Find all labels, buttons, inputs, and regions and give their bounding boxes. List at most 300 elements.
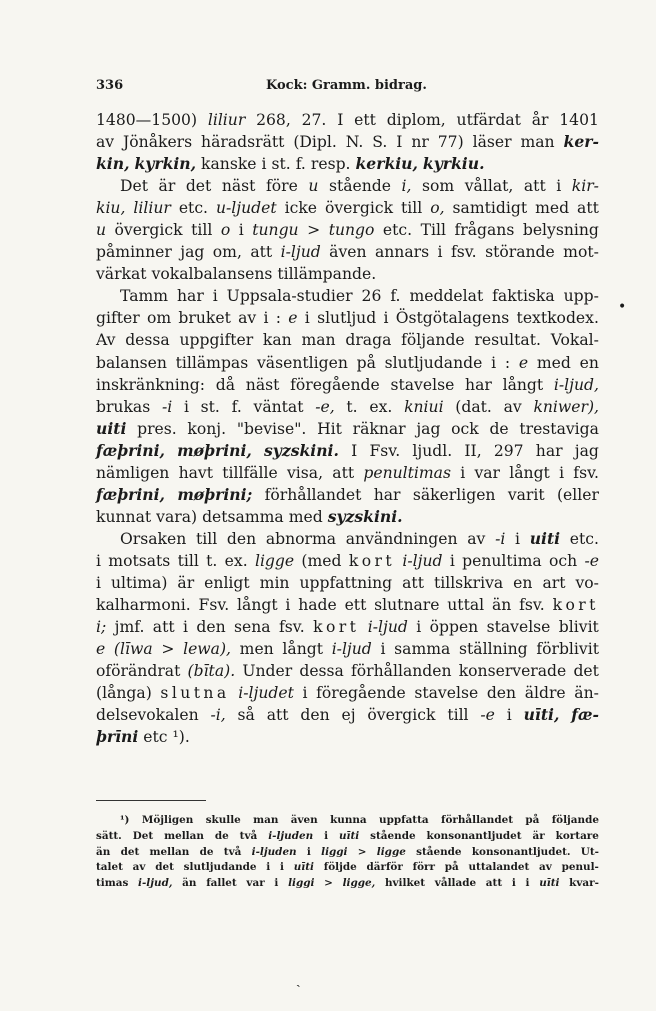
word: väntat — [253, 397, 304, 416]
paragraph — [96, 109, 599, 175]
word: är — [158, 177, 176, 196]
word: ett — [354, 111, 376, 129]
text-line — [96, 219, 599, 241]
page-number: 336 — [96, 78, 124, 93]
word: N. — [345, 133, 364, 152]
text-line — [96, 506, 599, 528]
word: man — [301, 331, 336, 350]
word: annars — [374, 243, 430, 262]
word: Tamm — [120, 287, 169, 306]
paragraph — [96, 175, 599, 285]
word: Fsv. — [198, 596, 230, 615]
word: ligge — [254, 551, 295, 570]
word: förhållandet — [440, 814, 514, 826]
word: ljudl. — [412, 441, 453, 460]
word: penultimas — [363, 463, 451, 482]
word: än — [96, 845, 111, 858]
text-line — [96, 396, 599, 418]
word: i — [416, 618, 422, 637]
word: f. — [390, 287, 401, 306]
text-line — [96, 352, 599, 374]
word: etc — [143, 728, 168, 747]
word: så — [237, 706, 255, 725]
word: resultat. — [474, 331, 541, 350]
margin-dot: • — [618, 299, 627, 315]
word: i-ljudet — [238, 684, 294, 703]
word: att — [332, 463, 355, 482]
word: detsamma — [202, 507, 284, 526]
word: de — [489, 419, 509, 438]
word: i — [212, 287, 218, 306]
word: kort — [552, 596, 599, 615]
word: uttal — [447, 596, 485, 615]
word: räknar — [352, 419, 406, 438]
word: 297 — [493, 441, 524, 460]
stray-mark: ˏ — [296, 972, 301, 988]
text-line — [96, 860, 599, 876]
word: fsv. — [519, 596, 545, 615]
text-line — [96, 660, 599, 682]
word: møþrini, — [177, 440, 252, 460]
word: inskränkning: — [96, 375, 206, 394]
word: etc. — [178, 199, 209, 218]
word: näst — [245, 375, 280, 394]
word: föregående — [316, 684, 406, 703]
word: till — [447, 706, 469, 725]
word: följde — [323, 861, 357, 874]
word: den — [300, 706, 330, 725]
word: penul- — [561, 861, 599, 874]
word: stavelse — [486, 618, 551, 637]
word: den — [196, 618, 226, 637]
word: äldre — [524, 684, 566, 703]
word: motsats — [108, 551, 171, 570]
word: belysning — [522, 221, 599, 240]
word: uiti — [96, 418, 127, 438]
text-line — [96, 704, 599, 726]
word: -i — [495, 529, 506, 548]
word: i — [263, 309, 269, 328]
word: fæþrini, — [96, 440, 165, 460]
word: i — [274, 877, 279, 890]
word: tillskriva — [433, 573, 504, 592]
word: jmf. — [114, 618, 145, 637]
word: II, — [464, 441, 482, 460]
word: har — [373, 485, 401, 504]
word: t. — [346, 397, 358, 416]
word: e — [96, 640, 106, 659]
word: dessa — [299, 662, 344, 681]
text-line — [96, 440, 599, 462]
word: 1401 — [559, 111, 599, 129]
word: i — [285, 596, 291, 615]
word: Uppsala-studier — [226, 287, 353, 306]
word: att — [266, 706, 289, 725]
word: med — [535, 199, 570, 218]
word: att — [523, 177, 546, 196]
word: den — [486, 684, 517, 703]
word: övergick — [114, 221, 183, 240]
word: det — [185, 177, 212, 196]
word: Det — [132, 829, 154, 842]
word: -i, — [210, 706, 226, 725]
word: þrīni — [96, 727, 139, 747]
word: i — [324, 829, 329, 842]
word: i; — [96, 618, 107, 637]
word: 27. — [301, 111, 327, 129]
word: i — [302, 684, 308, 703]
word: ej — [341, 706, 356, 725]
word: i — [183, 397, 189, 416]
text-line — [96, 197, 599, 219]
word: även — [329, 243, 367, 262]
word: i — [304, 309, 310, 328]
word: icke — [284, 199, 318, 218]
word: uīti, — [523, 705, 560, 725]
word: förhållandet — [264, 485, 362, 504]
word: møþrini; — [177, 484, 253, 504]
word: till — [191, 221, 213, 240]
word: talet — [96, 861, 123, 874]
word: då — [215, 375, 236, 394]
word: hade — [298, 596, 337, 615]
word: t. — [206, 551, 218, 570]
word: syzskini. — [327, 506, 403, 526]
word: i — [261, 155, 267, 174]
word: störande — [485, 243, 555, 262]
word: övergick — [367, 706, 436, 725]
word: påminner — [96, 243, 172, 262]
word: diplom, — [386, 111, 446, 129]
word: uppfatta — [379, 814, 429, 826]
word: de — [199, 845, 214, 858]
body-text — [96, 109, 599, 748]
word: sätt. — [96, 829, 122, 842]
word: föregående — [290, 375, 380, 394]
word: vållade — [434, 877, 477, 890]
word: användningen — [345, 529, 458, 548]
word: slutnare — [374, 596, 440, 615]
word: den — [226, 529, 257, 548]
word: slutna — [160, 684, 230, 703]
word: tillfälle — [222, 463, 278, 482]
text-line — [96, 845, 599, 861]
word: av — [132, 861, 146, 874]
word: tungu — [252, 221, 299, 240]
word: har — [177, 287, 204, 306]
word: u-ljudet — [215, 199, 277, 218]
word: har — [465, 375, 492, 394]
word: än — [182, 877, 197, 890]
word: tillämpande. — [277, 265, 377, 284]
word: e — [288, 309, 298, 328]
word: lewa), — [183, 640, 231, 659]
word: : — [504, 353, 511, 372]
word: S. — [372, 133, 388, 152]
word: Möjligen — [141, 814, 194, 826]
word: frågans — [454, 221, 515, 240]
text-line — [96, 153, 599, 175]
word: i — [515, 529, 521, 548]
word: näst — [221, 177, 256, 196]
word: kyrkiu. — [422, 154, 485, 174]
word: kan — [262, 331, 292, 350]
word: (bīta). — [187, 662, 236, 681]
word: ställning — [459, 640, 528, 659]
word: (Dipl. — [293, 133, 337, 152]
word: ex. — [224, 551, 248, 570]
word: 268, — [256, 111, 291, 129]
word: i-ljud — [367, 618, 408, 637]
text-line — [96, 829, 599, 845]
word: i-ljud — [402, 551, 443, 570]
word: Ut- — [580, 845, 599, 858]
word: (dat. — [455, 397, 492, 416]
word: etc. — [382, 221, 413, 240]
word: Fsv. — [369, 441, 401, 460]
word: Jönåkers — [123, 133, 193, 152]
word: väsentligen — [256, 353, 348, 372]
word: kunnat — [96, 507, 152, 526]
word: långt — [502, 375, 544, 394]
word: nr — [411, 133, 429, 152]
word: stavelse — [414, 684, 479, 703]
word: hvilket — [384, 877, 426, 890]
word: st. — [200, 397, 220, 416]
word: gifter — [96, 309, 140, 328]
word: ligge, — [342, 877, 376, 890]
word: u — [96, 221, 107, 240]
word: mot- — [563, 243, 599, 262]
word: långt — [509, 463, 550, 482]
text-line — [96, 462, 599, 484]
text-line — [96, 263, 599, 285]
word: det — [573, 662, 599, 681]
word: delsevokalen — [96, 706, 199, 725]
word: liliur — [207, 111, 246, 129]
word: att — [577, 199, 599, 218]
word: Hit — [317, 419, 342, 438]
word: kir- — [571, 177, 599, 196]
word: uīti — [539, 877, 560, 890]
word: i — [511, 877, 516, 890]
text-line — [96, 813, 599, 829]
word: Under — [242, 662, 293, 681]
word: i-ljud, — [138, 877, 173, 890]
word: konserverade — [458, 662, 567, 681]
word: samma — [394, 640, 451, 659]
word: men — [239, 640, 274, 659]
word: och — [549, 551, 578, 570]
word: -e — [584, 551, 599, 570]
word: e — [518, 353, 529, 372]
word: än — [491, 596, 512, 615]
word: visa, — [286, 463, 324, 482]
word: uppfattning — [299, 573, 393, 592]
word: man — [520, 133, 555, 152]
word: ett — [344, 596, 367, 615]
word: att — [250, 243, 273, 262]
word: i — [525, 877, 530, 890]
word: på — [356, 353, 376, 372]
word: pres. — [137, 419, 177, 438]
word: blivit — [558, 618, 599, 637]
word: ker- — [563, 132, 599, 152]
word: Till — [420, 221, 446, 240]
word: vara) — [156, 507, 198, 526]
word: min — [259, 573, 290, 592]
word: en — [513, 573, 533, 592]
word: meddelat — [409, 287, 484, 306]
word: i — [556, 177, 562, 196]
text-line — [96, 374, 599, 396]
word: är — [532, 829, 545, 842]
word: jag — [574, 441, 599, 460]
word: långt — [237, 596, 278, 615]
text-line — [96, 550, 599, 572]
word: att — [402, 573, 424, 592]
word: ultima) — [110, 573, 168, 592]
text-line — [96, 616, 599, 638]
word: följande — [551, 814, 599, 826]
text-line — [96, 418, 599, 440]
word: konj. — [187, 419, 227, 438]
word: Östgötalagens — [395, 309, 510, 328]
word: man — [253, 814, 279, 826]
word: en — [579, 353, 599, 372]
word: i — [96, 573, 101, 592]
word: skulle — [205, 814, 241, 826]
word: abnorma — [265, 529, 337, 548]
word: i-ljuden — [251, 845, 297, 858]
word: i — [279, 861, 284, 874]
word: är — [177, 573, 195, 592]
word: övergick — [324, 199, 394, 218]
word: jag — [416, 419, 441, 438]
word: uīti — [293, 861, 314, 874]
word: ex. — [369, 397, 393, 416]
word: vokalbalansens — [151, 265, 273, 284]
word: fsv. — [450, 243, 477, 262]
word: på — [525, 814, 540, 826]
word: i — [266, 861, 271, 874]
word: förr — [412, 861, 435, 874]
word: uīti — [338, 829, 360, 842]
word: öppen — [429, 618, 479, 637]
word: syzskini. — [264, 440, 339, 460]
word: resp. — [310, 155, 351, 174]
word: etc. — [569, 529, 599, 548]
word: uppgifter — [179, 331, 254, 350]
word: följande — [401, 331, 465, 350]
word: (långa) — [96, 684, 152, 703]
text-line — [96, 638, 599, 660]
word: varit — [507, 485, 545, 504]
word: läser — [472, 133, 512, 152]
word: stående — [370, 829, 416, 842]
word: om, — [212, 243, 242, 262]
word: till — [195, 529, 218, 548]
word: draga — [345, 331, 392, 350]
word: var — [474, 463, 501, 482]
word: av — [238, 309, 257, 328]
word: > — [307, 221, 321, 240]
word: kunna — [330, 814, 367, 826]
word: med — [288, 507, 323, 526]
word: år — [531, 111, 549, 129]
word: 77) — [437, 133, 464, 152]
word: Det — [120, 177, 148, 196]
word: i — [491, 353, 497, 372]
word: att — [485, 877, 503, 890]
word: uiti — [529, 528, 561, 548]
text-line — [96, 307, 599, 329]
word: slutljud — [317, 309, 377, 328]
word: fæþrini, — [96, 484, 165, 504]
word: slutljudande — [183, 861, 257, 874]
word: tillämpas — [175, 353, 249, 372]
word: (līwa — [113, 640, 153, 659]
text-line — [96, 528, 599, 550]
word: st. — [271, 155, 291, 174]
word: kvar- — [569, 877, 599, 890]
word: i-ljud — [331, 640, 372, 659]
word: än- — [574, 684, 599, 703]
word: penultima — [462, 551, 542, 570]
word: konsonantljudet — [426, 829, 522, 842]
word: I — [351, 441, 358, 460]
word: o — [220, 221, 231, 240]
word: textkodex. — [516, 309, 599, 328]
text-line — [96, 484, 599, 506]
word: o, — [430, 199, 445, 218]
word: sena — [234, 618, 271, 637]
word: 1480—1500) — [96, 111, 198, 129]
word: tungo — [328, 221, 375, 240]
running-header — [96, 78, 596, 98]
word: I — [337, 111, 344, 129]
word: stående — [416, 845, 462, 858]
word: uttalandet — [468, 861, 530, 874]
word: mellan — [164, 829, 204, 842]
word: (med — [301, 551, 342, 570]
paragraph — [96, 285, 599, 528]
word: det — [155, 861, 174, 874]
text-line — [96, 175, 599, 197]
word: stående — [328, 177, 391, 196]
word: har — [535, 441, 563, 460]
word: två — [223, 845, 242, 858]
text-line — [96, 876, 599, 892]
word: till — [177, 551, 199, 570]
word: om — [146, 309, 172, 328]
word: kerkiu, — [355, 154, 418, 174]
word: -e — [480, 706, 495, 725]
word: säkerligen — [412, 485, 496, 504]
word: upp- — [563, 287, 599, 306]
word: i — [306, 845, 311, 858]
word: värkat — [96, 265, 147, 284]
word: kin, — [96, 154, 130, 174]
word: oförändrat — [96, 662, 181, 681]
word: > — [324, 877, 333, 890]
word: slutljudande — [384, 353, 483, 372]
word: konsonantljudet. — [471, 845, 571, 858]
word: bruket — [178, 309, 231, 328]
word: därför — [366, 861, 403, 874]
word: fsv. — [278, 618, 305, 637]
word: i — [96, 551, 101, 570]
